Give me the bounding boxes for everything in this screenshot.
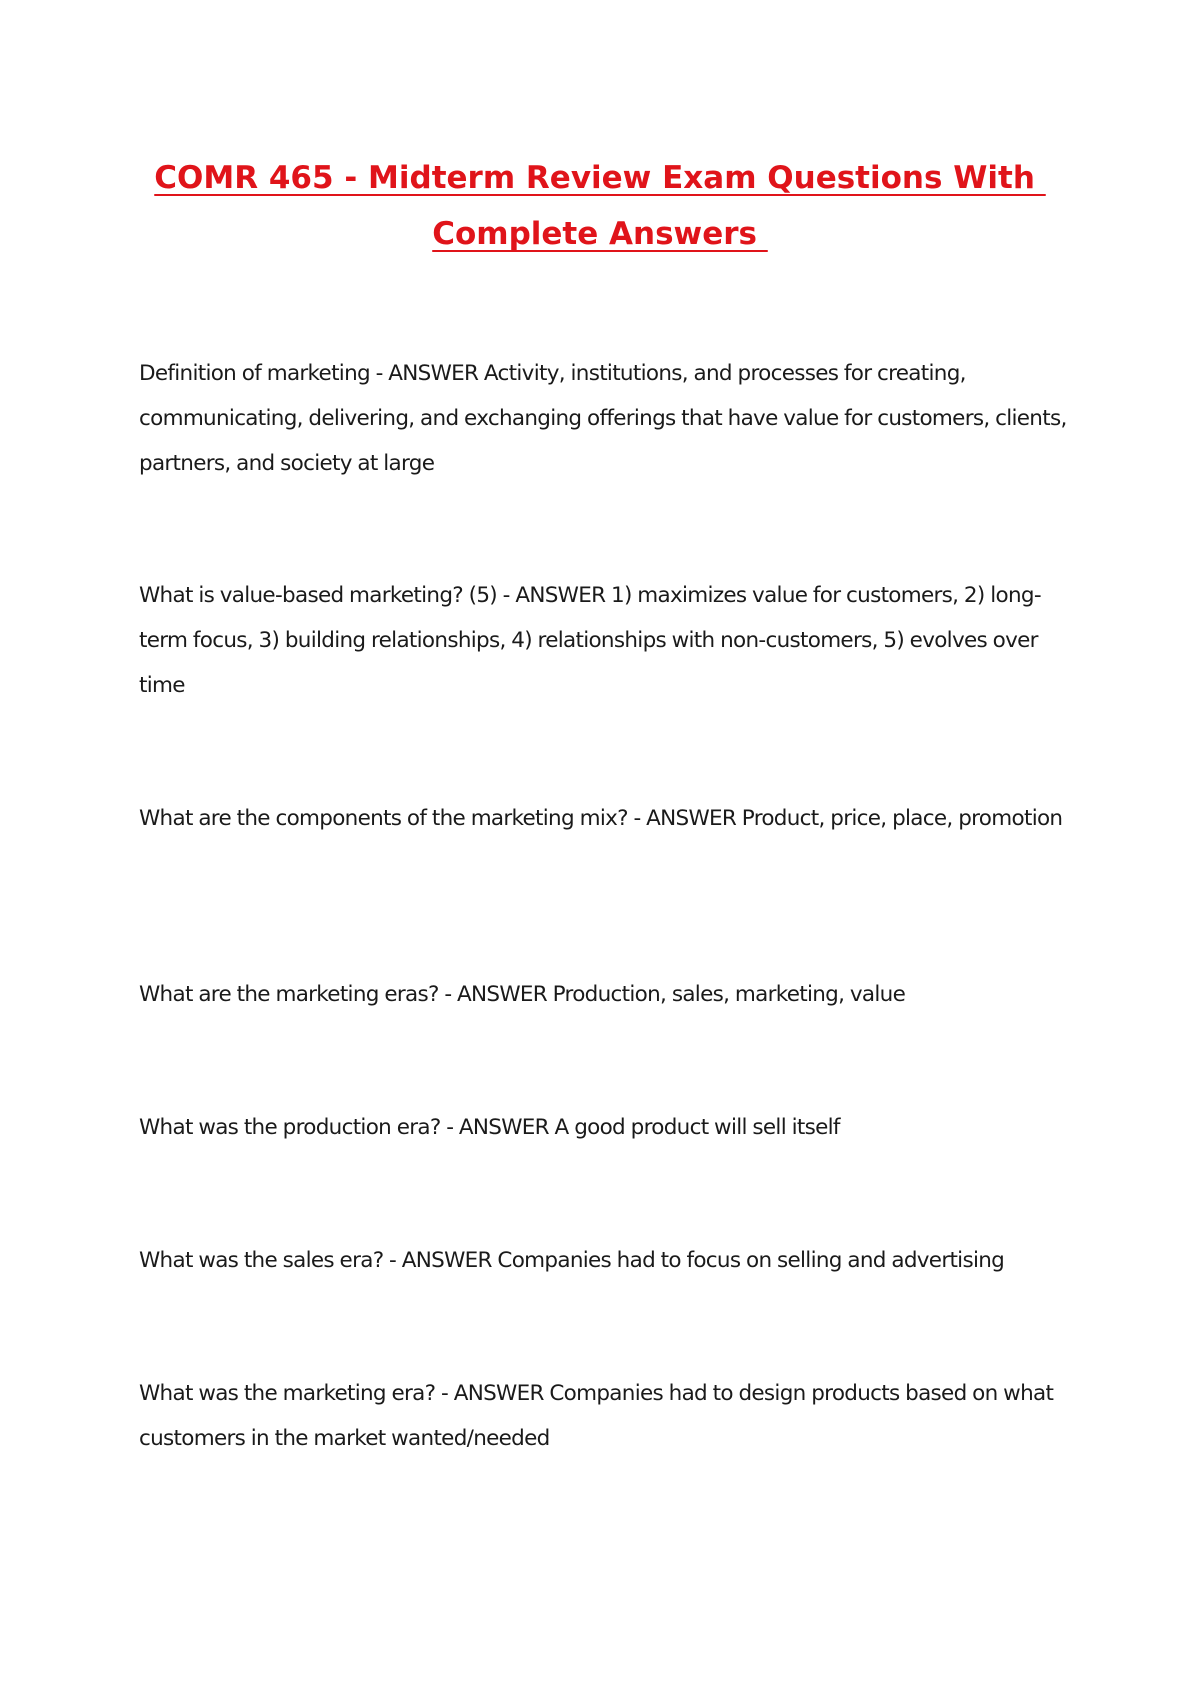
qa-item-marketing-era: What was the marketing era? - ANSWER Companies had to design products based on what customers in the market wanted/needed: [139, 1381, 1054, 1451]
document-title: [0, 150, 1200, 262]
qa-item-marketing-mix: What are the components of the marketing mix? - ANSWER Product, price, place, promotion: [139, 806, 1063, 831]
qa-item-marketing-eras: What are the marketing eras? - ANSWER Production, sales, marketing, value: [139, 982, 906, 1007]
title-line-1: COMR 465 - Midterm Review Exam Questions With: [154, 160, 1046, 196]
qa-item-definition-of-marketing: Definition of marketing - ANSWER Activity, institutions, and processes for creating, communicating, delivering, and exchanging offerings that have value for customers, clients, partners, and society at large: [139, 361, 1067, 476]
title-line-2: Complete Answers: [432, 216, 768, 252]
qa-item-value-based-marketing: What is value-based marketing? (5) - ANSWER 1) maximizes value for customers, 2) long-term focus, 3) building relationships, 4) relationships with non-customers, 5) evolves over time: [139, 583, 1041, 698]
qa-item-sales-era: What was the sales era? - ANSWER Companies had to focus on selling and advertising: [139, 1248, 1005, 1273]
qa-item-production-era: What was the production era? - ANSWER A good product will sell itself: [139, 1115, 840, 1140]
